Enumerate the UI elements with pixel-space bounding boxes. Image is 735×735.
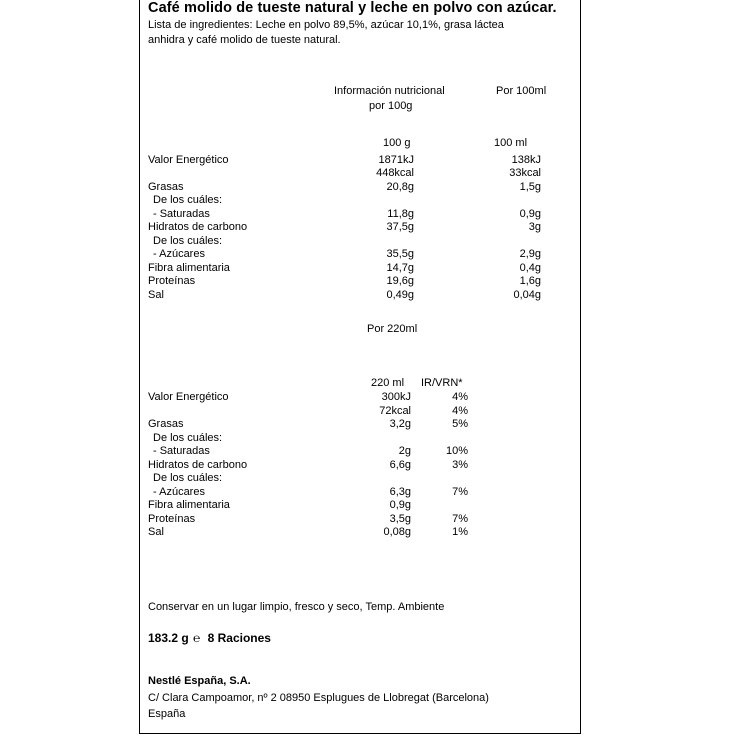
table1-row-value-100ml: 0,4g (519, 262, 541, 274)
net-weight: 183.2 g (148, 631, 189, 645)
table1-row-label: Hidratos de carbono (148, 221, 248, 233)
table2-col-ir: IR/VRN* (421, 377, 463, 389)
table1-row-label: De los cuáles: (153, 194, 223, 206)
table1-header-per100ml: Por 100ml (496, 85, 547, 97)
table2-row-value-ir: 4% (452, 391, 468, 403)
table2-row-value-ir: 10% (445, 445, 468, 457)
storage-instructions: Conservar en un lugar limpio, fresco y seco, Temp. Ambiente (148, 601, 445, 613)
table1-col-g: 100 g (383, 137, 411, 149)
table1-row-value-100g: 35,5g (386, 248, 414, 260)
table1-row-label: - Azúcares (153, 248, 205, 260)
ingredients-line-1: Lista de ingredientes: Leche en polvo 89,5%, azúcar 10,1%, grasa láctea (148, 19, 504, 31)
table1-row-label: Valor Energético (148, 154, 229, 166)
table1-row-label: Grasas (148, 181, 184, 193)
table1-row-value-100ml: 0,9g (519, 208, 541, 220)
servings: 8 Raciones (207, 631, 271, 645)
table2-row-value-ir: 4% (452, 405, 468, 417)
table1-row-label: De los cuáles: (153, 235, 223, 247)
table2-row-value-ir: 7% (452, 486, 468, 498)
table1-row-value-100g: 37,5g (386, 221, 414, 233)
table2-row-label: Valor Energético (148, 391, 229, 403)
table2-header: Por 220ml (367, 323, 418, 335)
table1-header-info-2: por 100g (369, 100, 413, 112)
table2-row-value-ir: 3% (452, 459, 468, 471)
table2-row-value-220ml: 2g (398, 445, 411, 457)
table2-row-value-220ml: 0,9g (389, 499, 411, 511)
table1-header-info-1: Información nutricional (334, 85, 445, 97)
table1-row-value-100ml: 3g (528, 221, 541, 233)
table1-row-label: Fibra alimentaria (148, 262, 230, 274)
table2-row-value-ir: 1% (452, 526, 468, 538)
company-country: España (148, 708, 186, 720)
table2-row-value-ir: 7% (452, 513, 468, 525)
table2-row-value-ir: 5% (452, 418, 468, 430)
table1-row-label: Sal (148, 289, 164, 301)
table2-row-label: - Azúcares (153, 486, 205, 498)
company-address: C/ Clara Campoamor, nº 2 08950 Esplugues de Llobregat (Barcelona) (148, 692, 489, 704)
table1-row-value-100ml: 0,04g (513, 289, 541, 301)
table1-row-value-100g: 11,8g (387, 208, 414, 220)
table2-row-label: De los cuáles: (153, 432, 223, 444)
table1-row-value-100g: 19,6g (386, 275, 414, 287)
table1-row-value-100g: 14,7g (386, 262, 414, 274)
table1-row-label: Proteínas (148, 275, 196, 287)
table2-row-label: Grasas (148, 418, 184, 430)
e-mark-icon: ℮ (193, 631, 201, 645)
table2-row-value-220ml: 6,6g (389, 459, 411, 471)
table2-row-label: Hidratos de carbono (148, 459, 248, 471)
table1-row-value-100ml: 2,9g (519, 248, 541, 260)
table1-row-value-100g: 0,49g (386, 289, 414, 301)
table2-row-label: Fibra alimentaria (148, 499, 230, 511)
table1-row-value-100ml: 1,6g (519, 275, 541, 287)
table2-row-value-220ml: 72kcal (379, 405, 411, 417)
table1-row-value-100ml: 33kcal (509, 167, 541, 179)
table2-row-value-220ml: 0,08g (383, 526, 411, 538)
table2-row-value-220ml: 6,3g (389, 486, 411, 498)
table2-row-value-220ml: 300kJ (381, 391, 411, 403)
table1-row-value-100g: 20,8g (386, 181, 414, 193)
table1-row-value-100g: 1871kJ (378, 154, 414, 166)
table2-row-value-220ml: 3,2g (389, 418, 411, 430)
table1-row-value-100ml: 1,5g (519, 181, 541, 193)
table1-col-ml: 100 ml (494, 137, 528, 149)
table2-row-label: Sal (148, 526, 164, 538)
table2-row-value-220ml: 3,5g (389, 513, 411, 525)
product-title: Café molido de tueste natural y leche en polvo con azúcar. (148, 0, 557, 16)
table1-row-value-100g: 448kcal (376, 167, 414, 179)
ingredients-line-2: anhidra y café molido de tueste natural. (148, 34, 341, 46)
table2-row-label: De los cuáles: (153, 472, 223, 484)
table1-row-label: - Saturadas (153, 208, 210, 220)
company-name: Nestlé España, S.A. (148, 675, 251, 687)
table1-row-value-100ml: 138kJ (511, 154, 541, 166)
table2-row-label: Proteínas (148, 513, 196, 525)
label-frame (139, 0, 581, 734)
table2-col-ml: 220 ml (371, 377, 405, 389)
net-weight-line (148, 632, 271, 645)
table2-row-label: - Saturadas (153, 445, 210, 457)
